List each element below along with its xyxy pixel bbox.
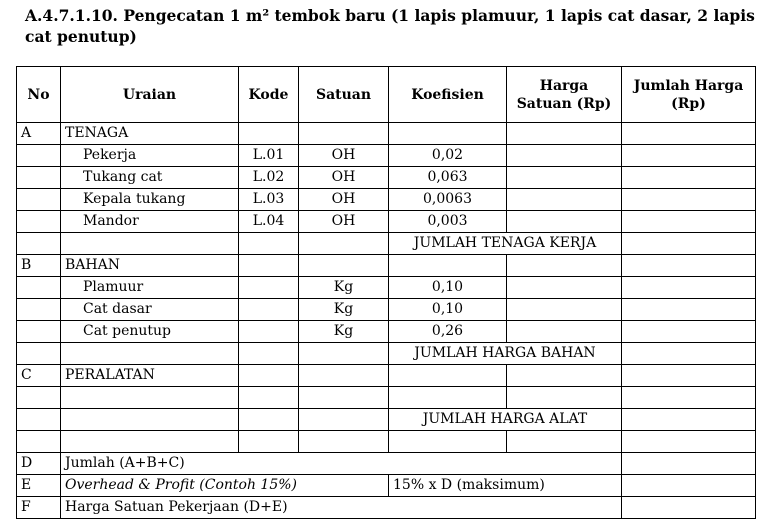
summary-no: F xyxy=(17,497,61,519)
item-koefisien: 0,10 xyxy=(389,277,507,299)
table-row xyxy=(17,277,756,299)
item-satuan: Kg xyxy=(299,277,389,299)
item-satuan: OH xyxy=(299,189,389,211)
table-row xyxy=(17,299,756,321)
ahsp-table xyxy=(16,66,756,519)
item-satuan: OH xyxy=(299,211,389,233)
item-kode: L.01 xyxy=(239,145,299,167)
item-uraian: Pekerja xyxy=(61,145,239,167)
table-row xyxy=(17,387,756,409)
summary-e-formula: 15% x D (maksimum) xyxy=(389,475,622,497)
section-label: PERALATAN xyxy=(61,365,239,387)
item-koefisien: 0,10 xyxy=(389,299,507,321)
table-row xyxy=(17,497,756,519)
item-kode: L.02 xyxy=(239,167,299,189)
table-row xyxy=(17,321,756,343)
header-no: No xyxy=(17,67,61,123)
header-kode: Kode xyxy=(239,67,299,123)
header-koefisien: Koefisien xyxy=(389,67,507,123)
item-uraian: Cat penutup xyxy=(61,321,239,343)
table-row xyxy=(17,189,756,211)
item-satuan: OH xyxy=(299,167,389,189)
section-label: TENAGA xyxy=(61,123,239,145)
table-header-row xyxy=(17,67,756,123)
summary-no: D xyxy=(17,453,61,475)
table-row xyxy=(17,167,756,189)
table-row xyxy=(17,365,756,387)
item-koefisien: 0,02 xyxy=(389,145,507,167)
table-row xyxy=(17,123,756,145)
summary-d-label: Jumlah (A+B+C) xyxy=(61,453,622,475)
item-satuan: OH xyxy=(299,145,389,167)
item-uraian: Cat dasar xyxy=(61,299,239,321)
item-uraian: Kepala tukang xyxy=(61,189,239,211)
item-kode: L.04 xyxy=(239,211,299,233)
table-row xyxy=(17,409,756,431)
section-no: B xyxy=(17,255,61,277)
header-jumlah-harga: Jumlah Harga (Rp) xyxy=(622,67,756,123)
section-label: BAHAN xyxy=(61,255,239,277)
table-row xyxy=(17,211,756,233)
item-uraian: Plamuur xyxy=(61,277,239,299)
total-alat-label: JUMLAH HARGA ALAT xyxy=(389,409,622,431)
header-harga-satuan: Harga Satuan (Rp) xyxy=(507,67,622,123)
page-title: A.4.7.1.10. Pengecatan 1 m² tembok baru (1 lapis plamuur, 1 lapis cat dasar, 2 lapis cat penutup) xyxy=(25,6,755,46)
table-row xyxy=(17,255,756,277)
header-satuan: Satuan xyxy=(299,67,389,123)
item-uraian: Mandor xyxy=(61,211,239,233)
item-satuan: Kg xyxy=(299,321,389,343)
item-uraian: Tukang cat xyxy=(61,167,239,189)
summary-e-label: Overhead & Profit (Contoh 15%) xyxy=(61,475,389,497)
table-row xyxy=(17,475,756,497)
item-koefisien: 0,0063 xyxy=(389,189,507,211)
header-uraian: Uraian xyxy=(61,67,239,123)
table-row xyxy=(17,343,756,365)
table-row xyxy=(17,453,756,475)
table-row xyxy=(17,431,756,453)
summary-f-label: Harga Satuan Pekerjaan (D+E) xyxy=(61,497,622,519)
table-row xyxy=(17,145,756,167)
item-koefisien: 0,003 xyxy=(389,211,507,233)
section-no: A xyxy=(17,123,61,145)
total-bahan-label: JUMLAH HARGA BAHAN xyxy=(389,343,622,365)
table-row xyxy=(17,233,756,255)
item-koefisien: 0,26 xyxy=(389,321,507,343)
section-no: C xyxy=(17,365,61,387)
summary-no: E xyxy=(17,475,61,497)
total-tenaga-label: JUMLAH TENAGA KERJA xyxy=(389,233,622,255)
item-satuan: Kg xyxy=(299,299,389,321)
item-koefisien: 0,063 xyxy=(389,167,507,189)
item-kode: L.03 xyxy=(239,189,299,211)
